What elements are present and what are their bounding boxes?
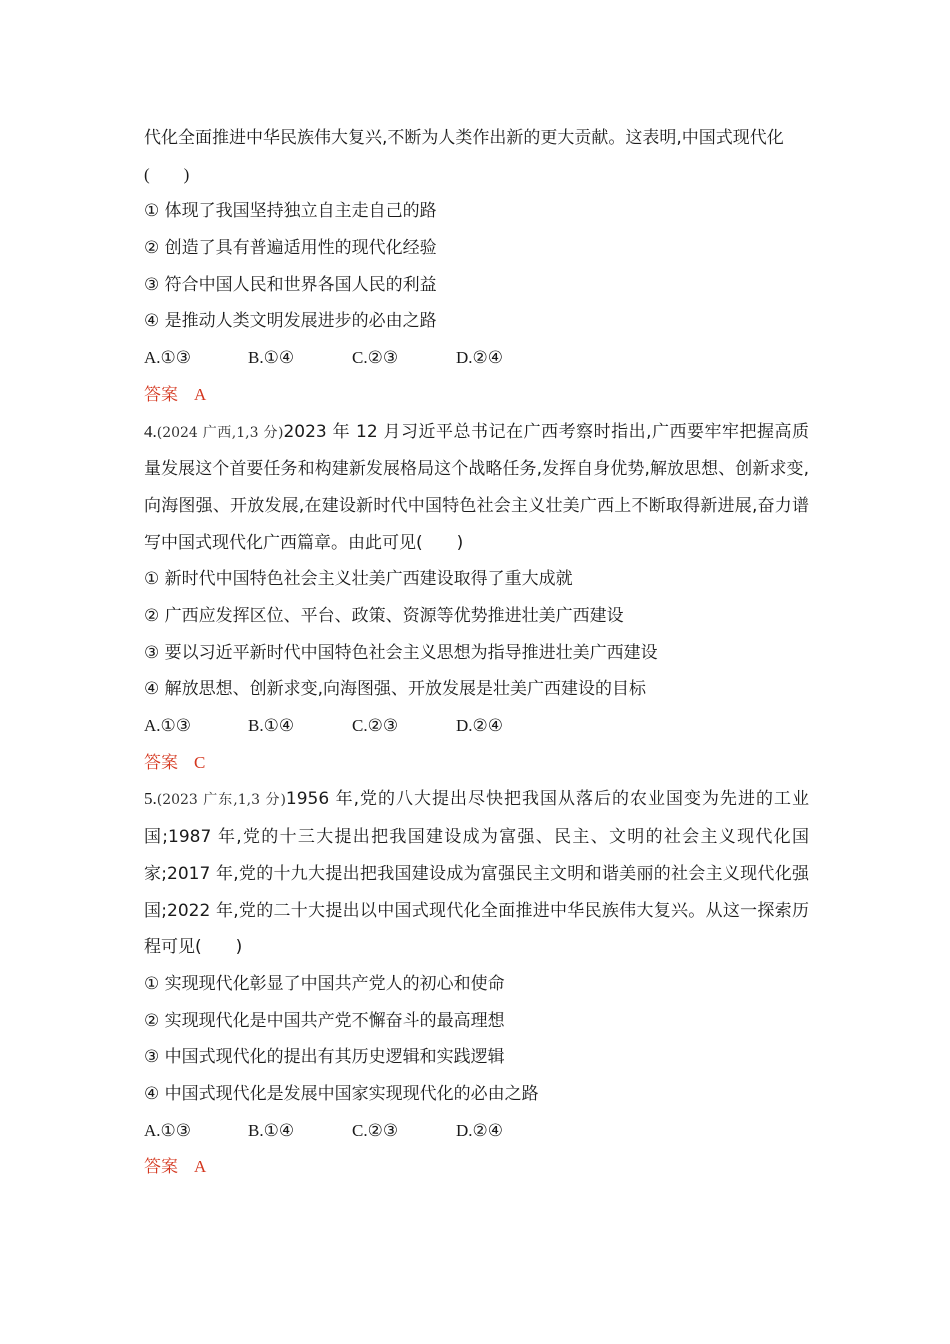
q4-statement-2: ② 广西应发挥区位、平台、政策、资源等优势推进壮美广西建设 <box>144 606 624 626</box>
q4-source: (2024 广西,1,3 分) <box>156 424 284 441</box>
q3-paren: ( ) <box>144 164 190 184</box>
q4-option-b: B.①④ <box>248 716 295 736</box>
q5-statement-2: ② 实现现代化是中国共产党不懈奋斗的最高理想 <box>144 1010 505 1031</box>
q5-statement-3: ③ 中国式现代化的提出有其历史逻辑和实践逻辑 <box>144 1047 505 1068</box>
q4-statement-4: ④ 解放思想、创新求变,向海图强、开放发展是壮美广西建设的目标 <box>144 679 647 700</box>
q5-stem-block <box>144 781 809 966</box>
q4-statement-1: ① 新时代中国特色社会主义壮美广西建设取得了重大成就 <box>144 569 573 590</box>
q5-answer <box>144 1149 809 1186</box>
q3-statement-3: ③ 符合中国人民和世界各国人民的利益 <box>144 274 437 295</box>
q3-answer <box>144 377 809 414</box>
q3-statement-1: ① 体现了我国坚持独立自主走自己的路 <box>144 201 437 222</box>
q4-stem-block <box>144 414 809 562</box>
q3-option-b: B.①④ <box>248 348 295 368</box>
q5-number: 5. <box>144 789 157 809</box>
q3-statement-2: ② 创造了具有普遍适用性的现代化经验 <box>144 238 437 259</box>
q3-answer-label: 答案 <box>144 384 178 405</box>
q5-statement-4: ④ 中国式现代化是发展中国家实现现代化的必由之路 <box>144 1084 539 1105</box>
q3-stem-tail: 代化全面推进中华民族伟大复兴,不断为人类作出新的更大贡献。这表明,中国式现代化 <box>144 128 784 148</box>
q3-option-d: D.②④ <box>456 348 504 368</box>
q5-answer-value: A <box>194 1157 207 1177</box>
q5-option-d: D.②④ <box>456 1120 504 1140</box>
q5-answer-label: 答案 <box>144 1157 178 1178</box>
q5-options <box>144 1113 809 1150</box>
q4-number: 4. <box>144 421 157 441</box>
q4-option-c: C.②③ <box>352 716 399 736</box>
q3-statement-4: ④ 是推动人类文明发展进步的必由之路 <box>144 311 437 332</box>
q5-statement-1: ① 实现现代化彰显了中国共产党人的初心和使命 <box>144 973 505 994</box>
q3-options <box>144 340 809 377</box>
q4-statement-3: ③ 要以习近平新时代中国特色社会主义思想为指导推进壮美广西建设 <box>144 642 658 663</box>
question-content <box>144 120 809 1186</box>
q4-stem: 2023 年 12 月习近平总书记在广西考察时指出,广西要牢牢把握高质量发展这个首要任务和构建新发展格局这个战略任务,发挥自身优势,解放思想、创新求变,向海图强、开放发展,在建设新时代中国特色社会主义壮美广西上不断取得新进展,奋力谱写中国式现代化广西篇章。由此可见( ) <box>144 421 810 553</box>
q4-options <box>144 708 809 745</box>
q5-stem: 1956 年,党的八大提出尽快把我国从落后的农业国变为先进的工业国;1987 年,党的十三大提出把我国建设成为富强、民主、文明的社会主义现代化国家;2017 年,党的十九大提出把我国建设成为富强民主文明和谐美丽的社会主义现代化强国;2022 年,党的二十大提出以中国式现代化全面推进中华民族伟大复兴。从这一探索历程可见( ) <box>144 789 809 958</box>
q5-option-b: B.①④ <box>248 1120 295 1140</box>
q3-option-c: C.②③ <box>352 348 399 368</box>
q5-option-c: C.②③ <box>352 1120 399 1140</box>
q4-answer-value: C <box>194 752 206 772</box>
q4-option-a: A.①③ <box>144 716 192 736</box>
q4-option-d: D.②④ <box>456 716 504 736</box>
q5-source: (2023 广东,1,3 分) <box>156 792 286 809</box>
q4-answer-label: 答案 <box>144 752 178 773</box>
q5-option-a: A.①③ <box>144 1120 192 1140</box>
q3-option-a: A.①③ <box>144 348 192 368</box>
q4-answer <box>144 745 809 782</box>
q3-answer-value: A <box>194 384 207 404</box>
